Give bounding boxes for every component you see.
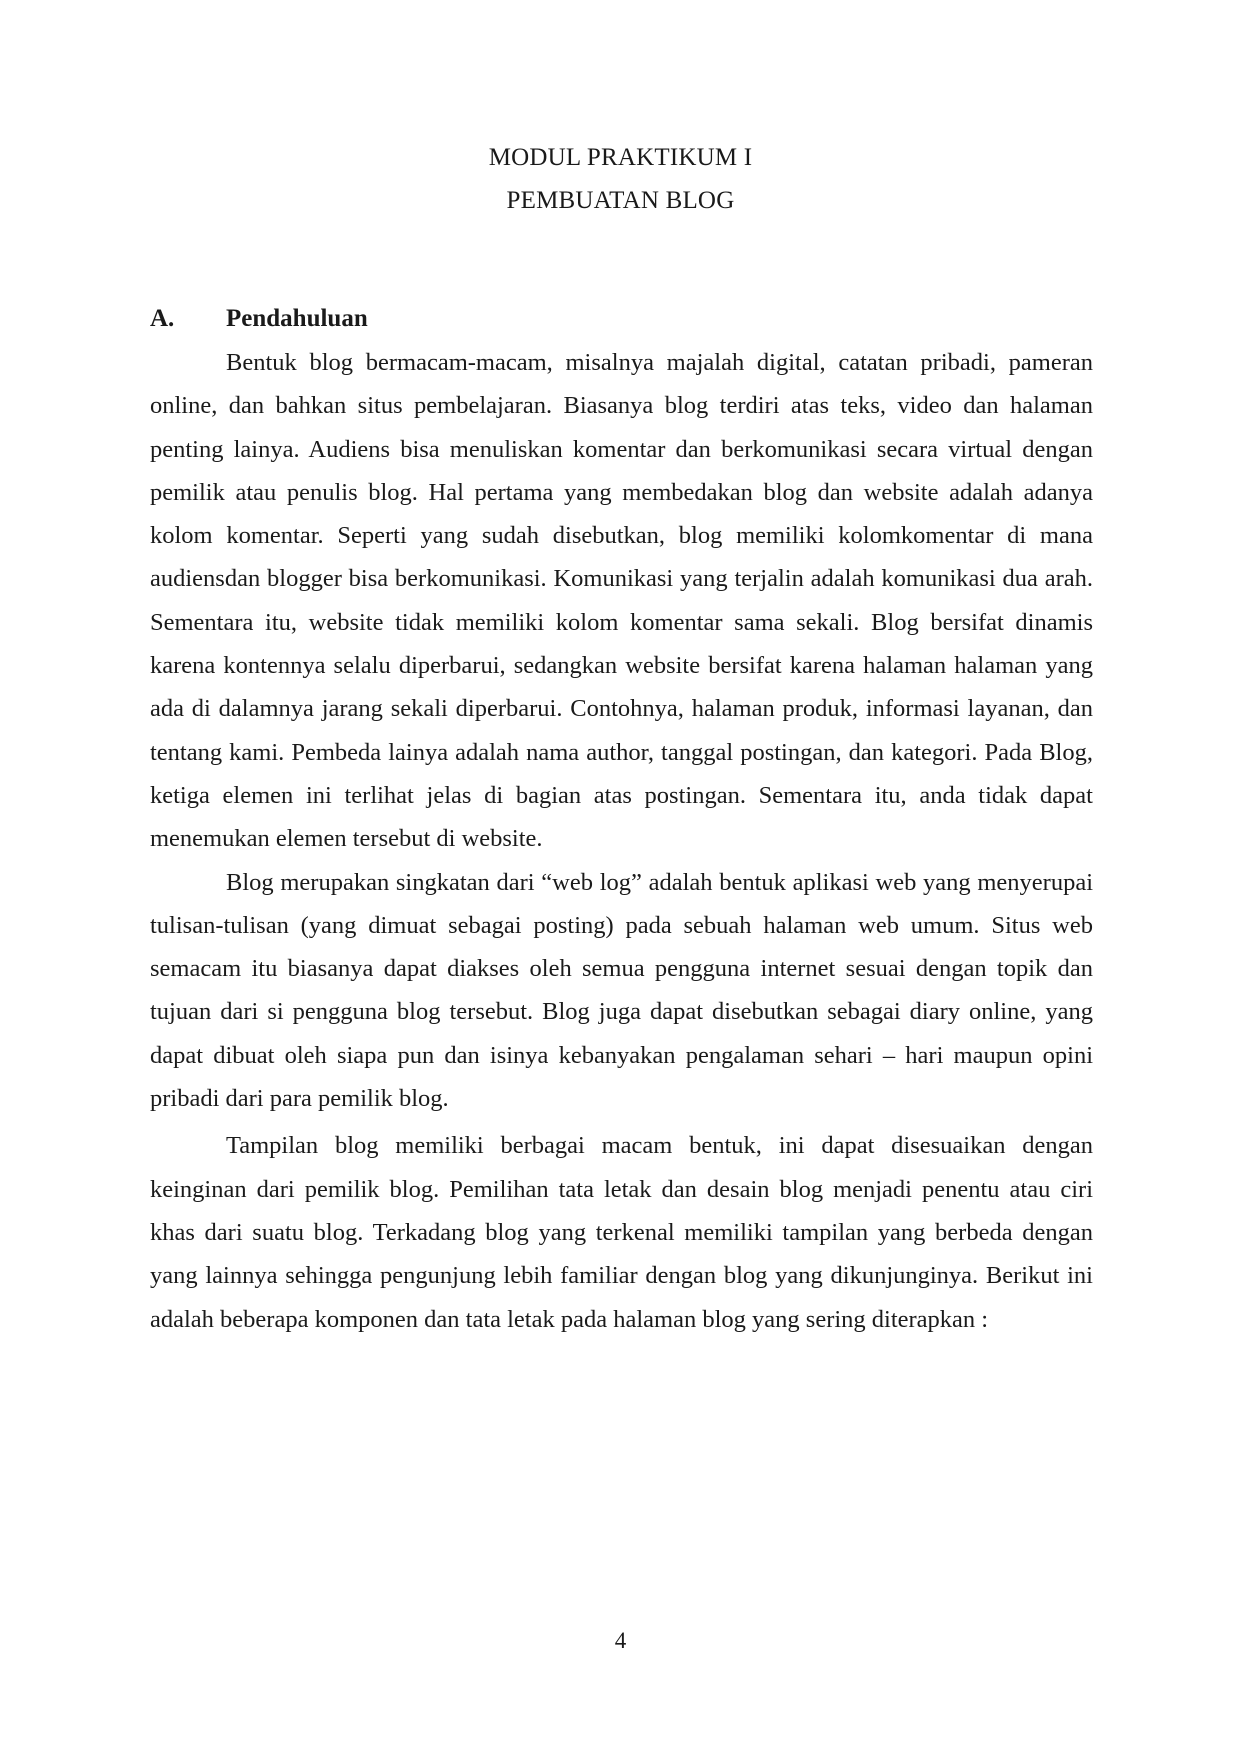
paragraph-2: Blog merupakan singkatan dari “web log” adalah bentuk aplikasi web yang menyerupai tulisan-tulisan (yang dimuat sebagai posting) pada sebuah halaman web umum. Situs web semacam itu biasanya dapat diakses oleh semua pengguna internet sesuai dengan topik dan tujuan dari si pengguna blog tersebut. Blog juga dapat disebutkan sebagai diary online, yang dapat dibuat oleh siapa pun dan isinya kebanyakan pengalaman sehari – hari maupun opini pribadi dari para pemilik blog.	[150, 868, 1093, 1113]
section-heading	[150, 297, 368, 340]
paragraph-3: Tampilan blog memiliki berbagai macam bentuk, ini dapat disesuaikan dengan keinginan dari pemilik blog. Pemilihan tata letak dan desain blog menjadi penentu atau ciri khas dari suatu blog. Terkadang blog yang terkenal memiliki tampilan yang berbeda dengan yang lainnya sehingga pengunjung lebih familiar dengan blog yang dikunjunginya. Berikut ini adalah beberapa komponen dan tata letak pada halaman blog yang sering diterapkan :	[150, 1132, 1093, 1333]
title-line-2: PEMBUATAN BLOG	[506, 187, 735, 214]
paragraph-1: Bentuk blog bermacam-macam, misalnya majalah digital, catatan pribadi, pameran online, dan bahkan situs pembelajaran. Biasanya blog terdiri atas teks, video dan halaman penting lainya. Audiens bisa menuliskan komentar dan berkomunikasi secara virtual dengan pemilik atau penulis blog. Hal pertama yang membedakan blog dan website adalah adanya kolom komentar. Seperti yang sudah disebutkan, blog memiliki kolomkomentar di mana audiensdan blogger bisa berkomunikasi. Komunikasi yang terjalin adalah komunikasi dua arah. Sementara itu, website tidak memiliki kolom komentar sama sekali. Blog bersifat dinamis karena kontennya selalu diperbarui, sedangkan website bersifat karena halaman halaman yang ada di dalamnya jarang sekali diperbarui. Contohnya, halaman produk, informasi layanan, dan tentang kami. Pembeda lainya adalah nama author, tanggal postingan, dan kategori. Pada Blog, ketiga elemen ini terlihat jelas di bagian atas postingan. Sementara itu, anda tidak dapat menemukan elemen tersebut di website.	[150, 349, 1093, 853]
body-text	[150, 341, 1093, 1341]
page-number: 4	[614, 1628, 627, 1653]
section-title: Pendahuluan	[226, 305, 368, 332]
section-number: A.	[150, 305, 175, 332]
title-line-1: MODUL PRAKTIKUM I	[488, 144, 753, 171]
document-title	[0, 136, 1241, 222]
